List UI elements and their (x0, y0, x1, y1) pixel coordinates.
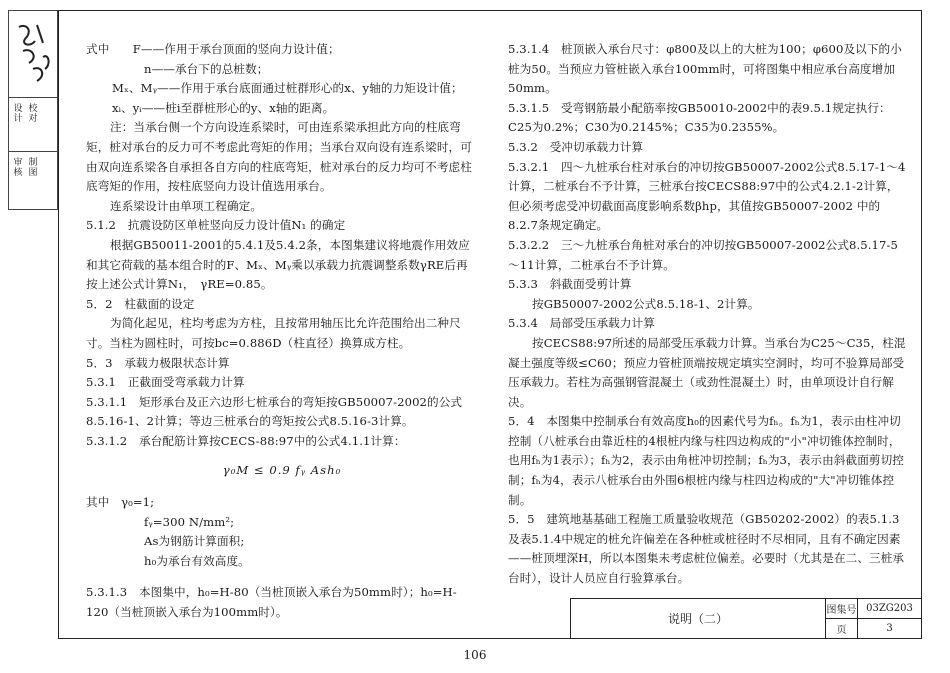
text-paragraph: 5.3.1.1 矩形承台及正六边形七桩承台的弯矩按GB50007-2002的公式8.5.16-1、2计算；等边三桩承台的弯矩按公式8.5.16-3计算。 (86, 394, 463, 429)
text-line: Mₓ、Mᵧ——作用于承台底面通过桩群形心的x、y轴的力矩设计值； (112, 81, 463, 96)
section-heading: 5.3.1 正截面受弯承载力计算 (86, 375, 245, 390)
section-heading: 5.3.2 受冲切承载力计算 (508, 139, 644, 154)
text-paragraph: 按CECS88:97所述的局部受压承载力计算。当承台为C25～C35，柱混凝土强度等级≤C60；预应力管桩顶端按规定填实空洞时，均可不验算局部受压承载力。若柱为高强钢管混凝土（或劲性混凝土）时，由单项设计自行解决。 (508, 335, 906, 409)
text-paragraph: 为简化起见，柱均考虑为方柱，且按常用轴压比允许范围给出二种尺寸。当柱为圆柱时，可按bc=0.886D（柱直径）换算成方柱。 (86, 316, 461, 350)
text-paragraph: 5．5 建筑地基基础工程施工质量验收规范（GB50202-2002）的表5.1.3及表5.1.4中规定的桩允许偏差在各种桩或桩径时不尽相同，且有不确定因素——桩顶埋深H，所以本图集未考虑桩位偏差。必要时（尤其是在二、三桩承台时），设计人员应自行验算承台。 (508, 512, 905, 586)
where-line: fᵧ=300 N/mm²; (144, 514, 235, 529)
text-paragraph: 5.3.1.5 受弯钢筋最小配筋率按GB50010-2002中的表9.5.1规定执行：C25为0.2%；C30为0.2145%；C35为0.2355%。 (508, 100, 891, 135)
formula: γ₀M ≤ 0.9 fᵧ Ash₀ (222, 463, 342, 478)
sheet-page-number: 3 (886, 623, 893, 634)
section-heading: 5.3.3 斜截面受剪计算 (508, 277, 632, 292)
text-paragraph: 根据GB50011-2001的5.4.1及5.4.2条，本图集建议将地震作用效应和其它荷载的基本组合时的F、Mₓ、Mᵧ乘以承载力抗震调整系数γRE后再按上述公式计算N₁， γRE=0.85。 (86, 237, 470, 292)
note-paragraph: 注：当承台侧一个方向设连系梁时，可由连系梁承担此方向的柱底弯矩，桩对承台的反力可不考虑此弯矩的作用；当承台双向设有连系梁时，可由双向连系梁各自承担各自方向的柱底弯矩，桩对承台的反力均可不考虑柱底弯矩的作用，按柱底竖向力设计值选用承台。 (86, 120, 472, 194)
section-heading: 5.1.2 抗震设防区单桩竖向反力设计值N₁ 的确定 (86, 218, 346, 233)
text-line: 按GB50007-2002公式8.5.18-1、2计算。 (532, 296, 760, 311)
text-paragraph: 5.3.2.1 四～九桩承台柱对承台的冲切按GB50007-2002公式8.5.17-1～4计算，二桩承台不予计算，三桩承台按CECS88:97中的公式4.2.1-2计算，但必须考虑受冲切截面高度影响系数βhp，其值按GB50007-2002 中的8.2.7条规定确定。 (508, 159, 906, 233)
stamp-row-1 (9, 97, 57, 151)
text-paragraph: 5.3.1.3 本图集中，h₀=H-80（当桩顶嵌入承台为50mm时）；h₀=H-120（当桩顶嵌入承台为100mm时）。 (86, 585, 457, 620)
text-line: xᵢ、yᵢ——桩i至群桩形心的y、x轴的距离。 (112, 100, 335, 115)
stamp-cell-4: 制图 (28, 158, 38, 178)
text-paragraph: 5．4 本图集中控制承台有效高度h₀的因素代号为fₕ。fₕ为1，表示由柱冲切控制（八桩承台由靠近柱的4根桩内缘与柱四边构成的"小"冲切锥体控制时，也用fₕ为1表示）；fₕ为2，表示由角桩冲切控制；fₕ为3，表示由斜截面剪切控制；fₕ为4，表示八桩承台由外围6根桩内缘与柱四边构成的"大"冲切锥体控制。 (508, 414, 904, 507)
where-line: 其中 γ₀=1; (86, 495, 155, 510)
text-paragraph: 5.3.1.4 桩顶嵌入承台尺寸：φ800及以上的大桩为100；φ600及以下的小桩为50。当预应力管桩嵌入承台100mm时，可将图集中相应承台高度增加50mm。 (508, 42, 902, 96)
atlas-number: 03ZG203 (858, 599, 921, 619)
section-heading: 5.3.4 局部受压承载力计算 (508, 316, 655, 331)
stamp-cell-1: 设计 (13, 104, 23, 124)
section-heading: 5．2 柱截面的设定 (86, 296, 195, 311)
where-line: h₀为承台有效高度。 (144, 553, 250, 568)
stamp-cell-3: 审核 (13, 158, 23, 178)
signature-stamp (8, 10, 58, 210)
stamp-row-2 (9, 151, 57, 205)
text-line: n——承台下的总桩数； (144, 61, 269, 76)
left-column (86, 40, 478, 623)
atlas-number-label: 图集号 (826, 599, 858, 619)
sheet-title: 说明（二） (571, 599, 826, 638)
text-paragraph: 5.3.1.2 承台配筋计算按CECS-88:97中的公式4.1.1计算： (86, 433, 406, 448)
page-number: 106 (463, 648, 487, 662)
right-column (508, 40, 908, 589)
stamp-cell-2: 校对 (28, 104, 38, 124)
where-line: As为钢筋计算面积; (144, 534, 245, 549)
section-heading: 5．3 承载力极限状态计算 (86, 355, 230, 370)
text-line: 式中 F——作用于承台顶面的竖向力设计值； (86, 42, 340, 56)
text-paragraph: 5.3.2.2 三～九桩承台角桩对承台的冲切按GB50007-2002公式8.5.17-5～11计算，二桩承台不予计算。 (508, 237, 899, 272)
handwritten-signature (13, 17, 55, 95)
title-block (570, 598, 922, 639)
page-label: 页 (826, 619, 858, 638)
text-line: 连系梁设计由单项工程确定。 (110, 198, 263, 213)
